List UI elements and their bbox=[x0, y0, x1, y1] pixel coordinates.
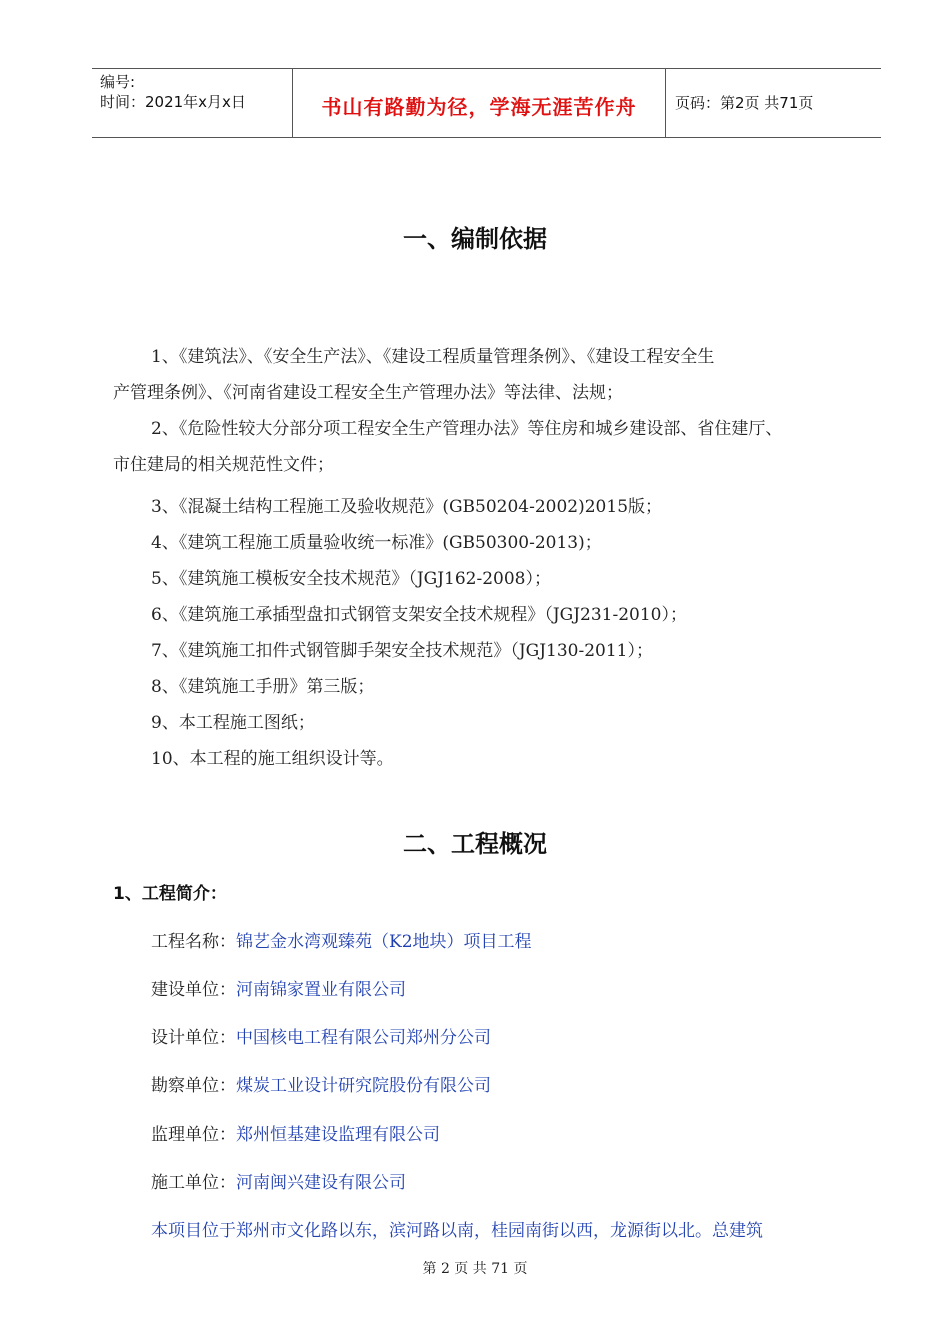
basis-item-5: 5、《建筑施工模板安全技术规范》（JGJ162-2008）； bbox=[151, 569, 551, 589]
info-project-name bbox=[151, 927, 532, 952]
basis-item-10: 10、本工程的施工组织设计等。 bbox=[151, 749, 394, 769]
header-motto-cell bbox=[292, 69, 666, 137]
document-number-label: 编号: bbox=[100, 73, 136, 91]
info-value: 河南锦家置业有限公司 bbox=[236, 980, 406, 1000]
info-label: 建设单位： bbox=[151, 980, 236, 1000]
basis-item-2-line1: 2、《危险性较大分部分项工程安全生产管理办法》等住房和城乡建设部、省住建厅、 bbox=[151, 419, 783, 439]
section-title-basis: 一、编制依据 bbox=[403, 225, 547, 253]
info-value: 河南闽兴建设有限公司 bbox=[236, 1173, 406, 1193]
header-motto: 书山有路勤为径，学海无涯苦作舟 bbox=[321, 95, 637, 119]
basis-item-4: 4、《建筑工程施工质量验收统一标准》(GB50300-2013)； bbox=[151, 533, 602, 553]
info-label: 工程名称： bbox=[151, 932, 236, 952]
info-label: 监理单位： bbox=[151, 1125, 236, 1145]
basis-item-8: 8、《建筑施工手册》第三版； bbox=[151, 677, 375, 697]
info-contractor bbox=[151, 1168, 406, 1193]
info-value: 锦艺金水湾观臻苑（K2地块）项目工程 bbox=[236, 932, 532, 952]
page-footer: 第 2 页 共 71 页 bbox=[422, 1261, 528, 1277]
basis-item-7: 7、《建筑施工扣件式钢管脚手架安全技术规范》（JGJ130-2011）； bbox=[151, 641, 653, 661]
basis-item-1-line1: 1、《建筑法》、《安全生产法》、《建设工程质量管理条例》、《建设工程安全生 bbox=[151, 347, 715, 367]
basis-item-3: 3、《混凝土结构工程施工及验收规范》(GB50204-2002)2015版； bbox=[151, 497, 663, 517]
info-developer bbox=[151, 975, 406, 1000]
info-value: 中国核电工程有限公司郑州分公司 bbox=[236, 1028, 491, 1048]
info-label: 施工单位： bbox=[151, 1173, 236, 1193]
header-meta-cell bbox=[92, 69, 292, 137]
basis-item-2-line2: 市住建局的相关规范性文件； bbox=[113, 455, 334, 475]
basis-item-6: 6、《建筑施工承插型盘扣式钢管支架安全技术规程》（JGJ231-2010）； bbox=[151, 605, 687, 625]
header-page-cell bbox=[665, 69, 881, 137]
info-label: 设计单位： bbox=[151, 1028, 236, 1048]
section-title-overview: 二、工程概况 bbox=[403, 830, 547, 858]
info-label: 勘察单位： bbox=[151, 1076, 236, 1096]
info-designer bbox=[151, 1023, 491, 1048]
project-location-description: 本项目位于郑州市文化路以东，滨河路以南，桂园南街以西，龙源街以北。总建筑 bbox=[151, 1221, 763, 1241]
header-page-number: 页码：第2页 共71页 bbox=[675, 94, 814, 112]
info-surveyor bbox=[151, 1071, 491, 1096]
info-value: 郑州恒基建设监理有限公司 bbox=[236, 1125, 440, 1145]
info-value: 煤炭工业设计研究院股份有限公司 bbox=[236, 1076, 491, 1096]
document-time-label: 时间：2021年x月x日 bbox=[100, 93, 246, 111]
page-header bbox=[92, 68, 881, 138]
basis-item-1-line2: 产管理条例》、《河南省建设工程安全生产管理办法》等法律、法规； bbox=[113, 383, 623, 403]
basis-item-2 bbox=[113, 411, 873, 483]
basis-item-1 bbox=[113, 339, 873, 411]
basis-item-9: 9、本工程施工图纸； bbox=[151, 713, 315, 733]
info-supervisor bbox=[151, 1120, 440, 1145]
project-intro-subtitle: 1、工程简介： bbox=[113, 884, 227, 904]
